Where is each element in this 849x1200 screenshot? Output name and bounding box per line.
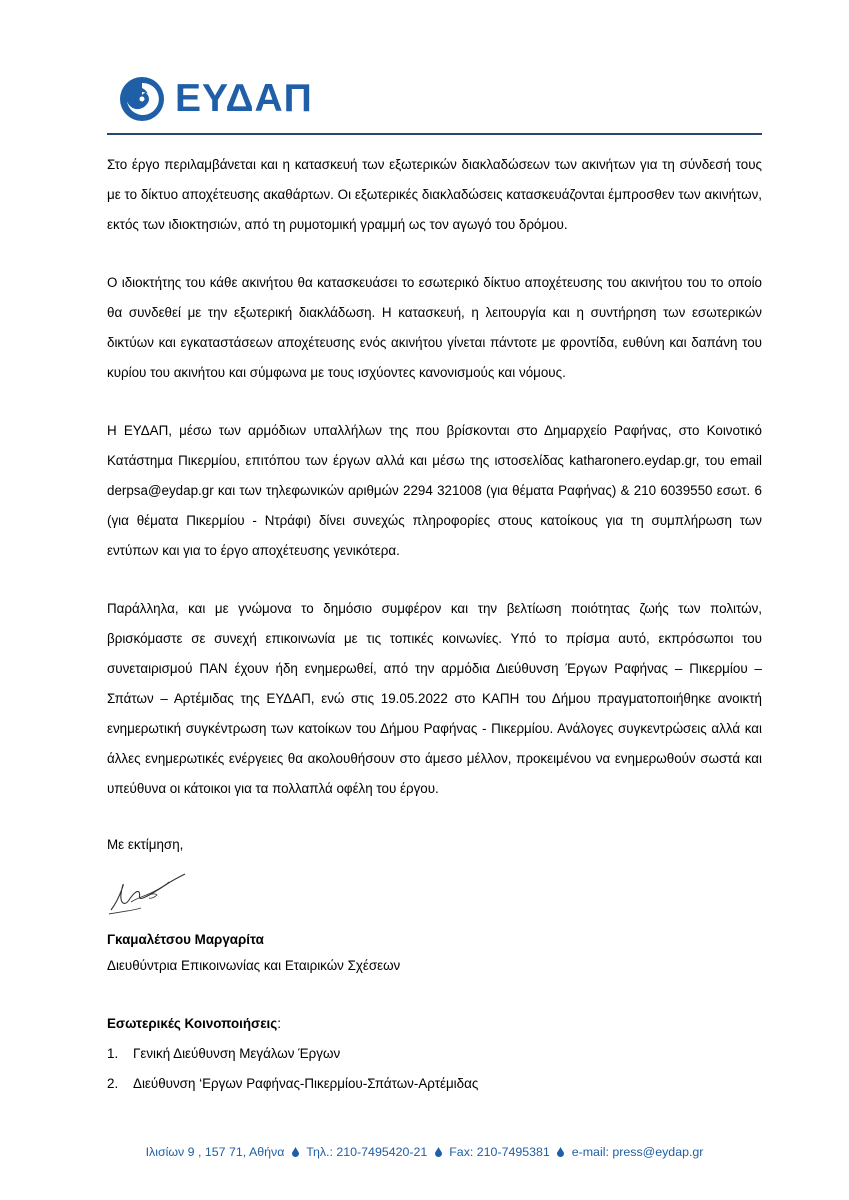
footer-address: Ιλισίων 9 , 157 71, Αθήνα — [145, 1145, 285, 1159]
cc-heading — [107, 1011, 762, 1037]
letter-body — [107, 150, 762, 1097]
footer-contact — [0, 1145, 849, 1159]
body-paragraph: Παράλληλα, και με γνώμονα το δημόσιο συμφέρον και την βελτίωση ποιότητας ζωής των πολιτών, βρισκόμαστε σε συνεχή επικοινωνία με τις τοπικές κοινωνίες. Υπό το πρίσμα αυτό, εκπρόσωποι του συνεταιρισμού ΠΑΝ έχουν ήδη ενημερωθεί, από την αρμόδια Διεύθυνση Έργων Ραφήνας – Πικερμίου – Σπάτων – Αρτέμιδας της ΕΥΔΑΠ, ενώ στις 19.05.2022 στο ΚΑΠΗ του Δήμου πραγματοποιήθηκε ανοικτή ενημερωτική συγκέντρωση των κατοίκων του Δήμου Ραφήνας - Πικερμίου. Ανάλογες συγκεντρώσεις αλλά και άλλες ενημερωτικές ενέργειες θα ακολουθήσουν στο άμεσο μέλλον, προκειμένου να ενημερωθούν σωστά και υπεύθυνα οι κάτοικοι για τα πολλαπλά οφέλη του έργου. — [107, 601, 762, 796]
footer-email: e-mail: press@eydap.gr — [571, 1145, 704, 1159]
cc-item-number: 2. — [107, 1076, 119, 1091]
footer-phone: Τηλ.: 210-7495420-21 — [306, 1145, 428, 1159]
cc-list — [107, 1041, 762, 1097]
eydap-swirl-icon — [119, 76, 165, 122]
cc-list-item — [107, 1071, 762, 1097]
water-drop-icon — [557, 1147, 564, 1157]
water-drop-icon — [292, 1147, 299, 1157]
cc-item-number: 1. — [107, 1046, 119, 1061]
cc-heading-colon: : — [277, 1016, 281, 1031]
handwritten-signature — [107, 862, 197, 918]
header-divider — [107, 133, 762, 135]
water-drop-icon — [435, 1147, 442, 1157]
eydap-logo — [119, 76, 313, 122]
cc-list-item — [107, 1041, 762, 1067]
signatory-name: Γκαμαλέτσου Μαργαρίτα — [107, 932, 264, 947]
letterhead — [107, 70, 762, 138]
cc-heading-text: Εσωτερικές Κοινοποιήσεις — [107, 1016, 278, 1031]
cc-item-text: Γενική Διεύθυνση Μεγάλων Έργων — [133, 1046, 341, 1061]
body-paragraph: Στο έργο περιλαμβάνεται και η κατασκευή των εξωτερικών διακλαδώσεων των ακινήτων για τη σύνδεσή τους με το δίκτυο αποχέτευσης ακαθάρτων. Οι εξωτερικές διακλαδώσεις κατασκευάζονται έμπροσθεν των ακινήτων, εκτός των ιδιοκτησιών, από τη ρυμοτομική γραμμή ως τον αγωγό του δρόμου. — [107, 157, 762, 232]
cc-item-text: Διεύθυνση ‘Εργων Ραφήνας-Πικερμίου-Σπάτων-Αρτέμιδας — [133, 1076, 479, 1091]
body-paragraph: Ο ιδιοκτήτης του κάθε ακινήτου θα κατασκευάσει το εσωτερικό δίκτυο αποχέτευσης του ακινήτου του το οποίο θα συνδεθεί με την εξωτερική διακλάδωση. Η κατασκευή, η λειτουργία και η συντήρηση των εσωτερικών δικτύων και εγκαταστάσεων αποχέτευσης ενός ακινήτου γίνεται πάντοτε με φροντίδα, ευθύνη και δαπάνη του κυρίου του ακινήτου και σύμφωνα με τους ισχύοντες κανονισμούς και νόμους. — [107, 275, 762, 380]
closing-salutation: Με εκτίμηση, — [107, 837, 184, 852]
logo-text: ΕΥΔΑΠ — [175, 77, 313, 120]
signatory-title: Διευθύντρια Επικοινωνίας και Εταιρικών Σχέσεων — [107, 958, 401, 973]
body-paragraph: Η ΕΥΔΑΠ, μέσω των αρμόδιων υπαλλήλων της που βρίσκονται στο Δημαρχείο Ραφήνας, στο Κοινοτικό Κατάστημα Πικερμίου, επιτόπου των έργων αλλά και μέσω της ιστοσελίδας katharonero.eydap.gr, του email derpsa@eydap.gr και των τηλεφωνικών αριθμών 2294 321008 (για θέματα Ραφήνας) & 210 6039550 εσωτ. 6 (για θέματα Πικερμίου - Ντράφι) δίνει συνεχώς πληροφορίες στους κατοίκους για τη συμπλήρωση των εντύπων και για το έργο αποχέτευσης γενικότερα. — [107, 423, 762, 558]
footer-fax: Fax: 210-7495381 — [449, 1145, 550, 1159]
